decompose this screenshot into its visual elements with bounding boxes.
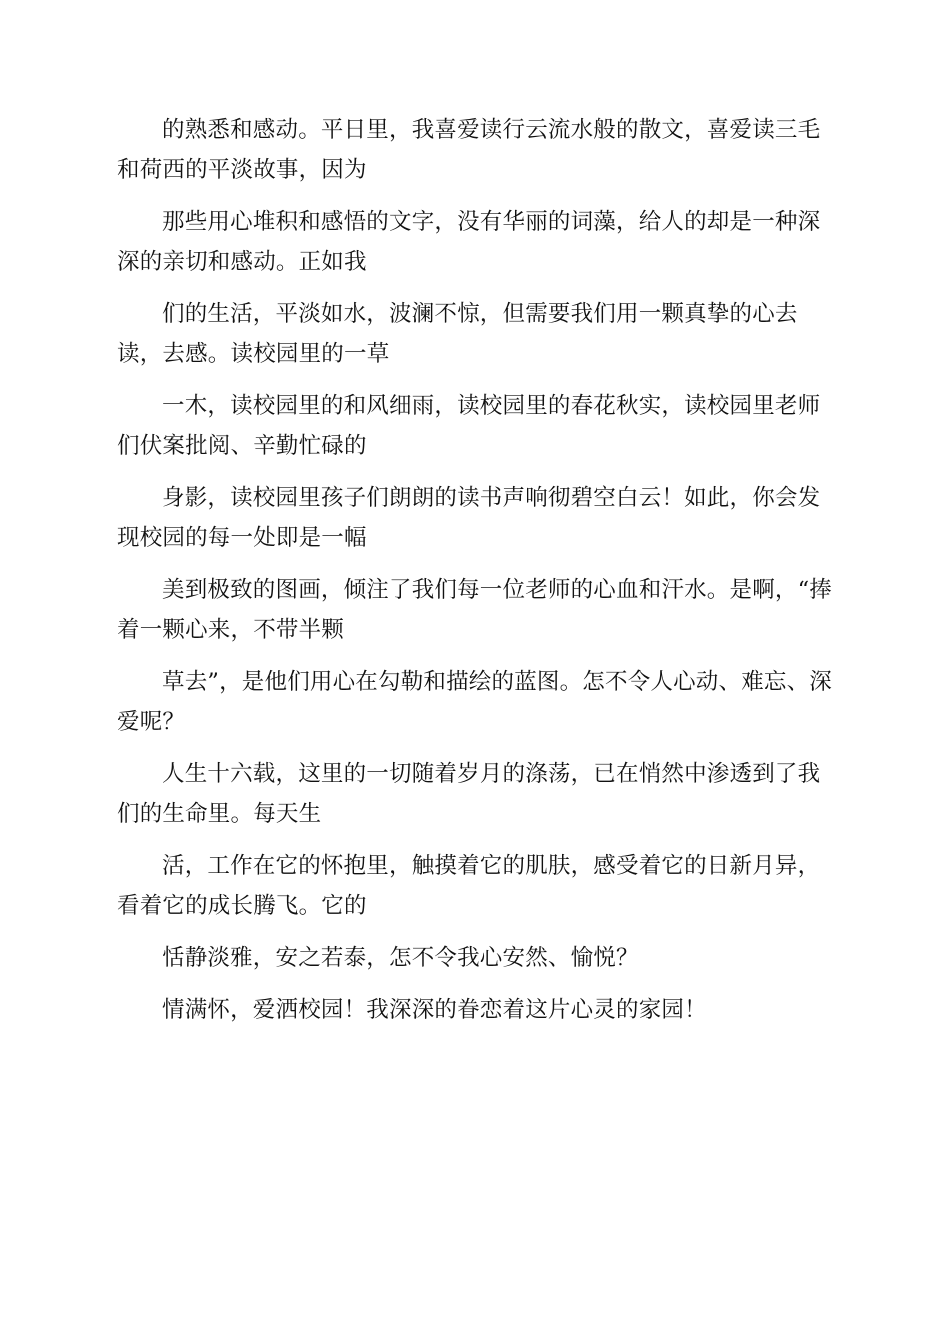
document-body (117, 110, 837, 1042)
paragraph: 草去”，是他们用心在勾勒和描绘的蓝图。怎不令人心动、难忘、深爱呢？ (117, 669, 833, 735)
paragraph: 人生十六载，这里的一切随着岁月的涤荡，已在悄然中渗透到了我们的生命里。每天生 (117, 761, 821, 827)
paragraph: 美到极致的图画，倾注了我们每一位老师的心血和汗水。是啊，“捧着一颗心来，不带半颗 (117, 577, 833, 643)
paragraph: 那些用心堆积和感悟的文字，没有华丽的词藻，给人的却是一种深深的亲切和感动。正如我 (117, 209, 821, 275)
paragraph: 身影，读校园里孩子们朗朗的读书声响彻碧空白云！如此，你会发现校园的每一处即是一幅 (117, 485, 821, 551)
paragraph: 情满怀，爱洒校园！我深深的眷恋着这片心灵的家园！ (162, 997, 707, 1023)
paragraph: 们的生活，平淡如水，波澜不惊，但需要我们用一颗真挚的心去读，去感。读校园里的一草 (117, 301, 798, 367)
paragraph: 的熟悉和感动。平日里，我喜爱读行云流水般的散文，喜爱读三毛和荷西的平淡故事，因为 (117, 117, 821, 183)
paragraph: 一木，读校园里的和风细雨，读校园里的春花秋实，读校园里老师们伏案批阅、辛勤忙碌的 (117, 393, 821, 459)
paragraph: 活，工作在它的怀抱里，触摸着它的肌肤，感受着它的日新月异，看着它的成长腾飞。它的 (117, 853, 821, 919)
paragraph: 恬静淡雅，安之若泰，怎不令我心安然、愉悦？ (162, 945, 639, 971)
